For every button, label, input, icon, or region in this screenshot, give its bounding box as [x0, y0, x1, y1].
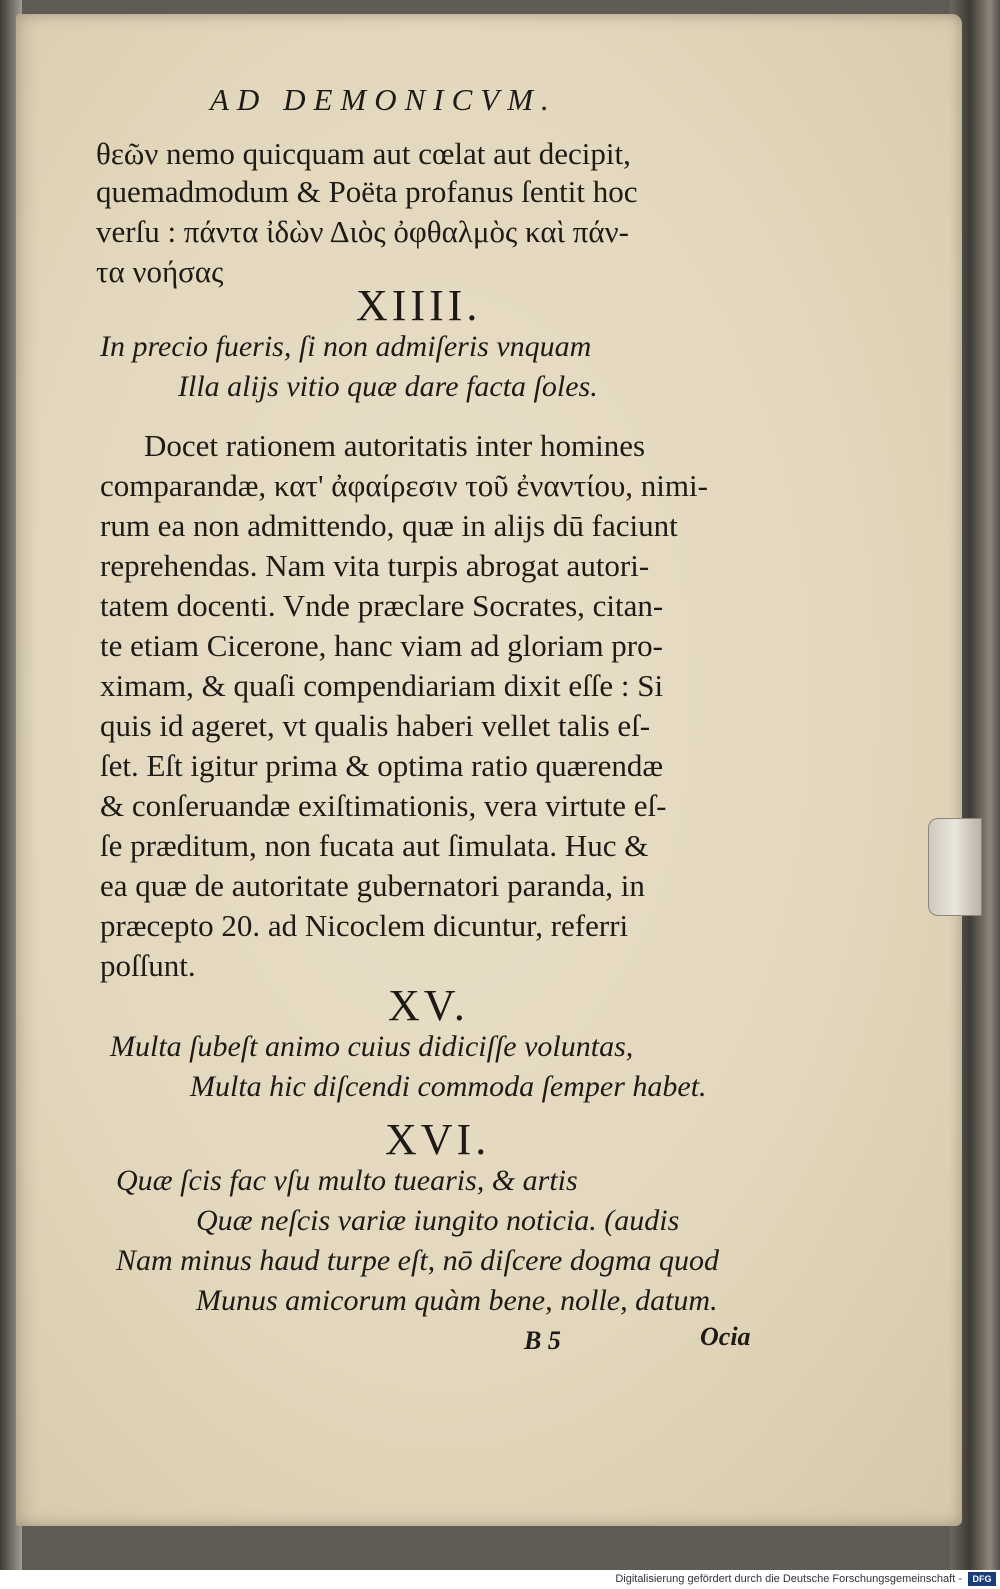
verse-line: Quæ ſcis fac vſu multo tuearis, & artis [116, 1164, 578, 1197]
verse-line: Nam minus haud turpe eſt, nō diſcere dogma quod [116, 1244, 720, 1277]
commentary-line: te etiam Cicerone, hanc viam ad gloriam pro- [100, 628, 663, 663]
commentary-line: quis id ageret, vt qualis haberi vellet talis eſ- [100, 708, 651, 743]
text-line: τα νοήσας [96, 254, 224, 289]
commentary-line: ea quæ de autoritate gubernatori paranda, in [100, 868, 645, 903]
running-header: AD DEMONICVM. [210, 82, 557, 117]
footer-credit: Digitalisierung gefördert durch die Deutsche Forschungsgemeinschaft - [615, 1573, 962, 1585]
verse-line: Munus amicorum quàm bene, nolle, datum. [196, 1284, 718, 1317]
commentary-line: Docet rationem autoritatis inter homines [144, 428, 646, 463]
dfg-logo: DFG [968, 1572, 996, 1586]
verse-line: Multa hic diſcendi commoda ſemper habet. [190, 1070, 707, 1103]
catchword: Ocia [700, 1322, 751, 1351]
commentary-line: ſe præditum, non fucata aut ſimulata. Huc & [100, 828, 649, 863]
section-numeral-15: XV. [388, 981, 469, 1030]
commentary-line: poſſunt. [100, 948, 196, 983]
verse-line: In precio fueris, ſi non admiſeris vnquam [100, 330, 592, 363]
signature-mark: B 5 [524, 1326, 561, 1355]
text-line: θεῶν nemo quicquam aut cœlat aut decipit, [96, 136, 631, 171]
verse-line: Illa aliјs vitio quæ dare facta ſoles. [178, 370, 598, 403]
commentary-line: præcepto 20. ad Nicoclem dicuntur, referri [100, 908, 629, 943]
commentary-line: rum ea non admittendo, quæ in aliјs dū faciunt [100, 508, 678, 543]
commentary-line: comparandæ, κατ' ἀφαίρεσιν τοῦ ἐναντίου, nimi- [100, 468, 708, 503]
section-numeral-16: XVI. [385, 1115, 491, 1164]
commentary-line: tatem docenti. Vnde præclare Socrates, citan- [100, 588, 664, 623]
section-numeral-14: XIIII. [356, 281, 482, 330]
commentary-line: ximam, & quaſi compendiariam dixit eſſe : Si [100, 668, 664, 703]
text-line: verſu : πάντα ἰδὼν Διὸς ὀφθαλμὸς καὶ πάν- [96, 214, 629, 249]
text-line: quemadmodum & Poëta profanus ſentit hoc [96, 174, 638, 209]
verse-line: Multa ſubeſt animo cuius didiciſſe voluntas, [110, 1030, 634, 1063]
page-clip [928, 818, 982, 916]
verse-line: Quæ neſcis variæ iungito noticia. (audis [196, 1204, 680, 1237]
commentary-line: & conſeruandæ exiſtimationis, vera virtute eſ- [100, 788, 667, 823]
commentary-line: reprehendas. Nam vita turpis abrogat autori- [100, 548, 650, 583]
commentary-line: ſet. Eſt igitur prima & optima ratio quærendæ [100, 748, 664, 783]
